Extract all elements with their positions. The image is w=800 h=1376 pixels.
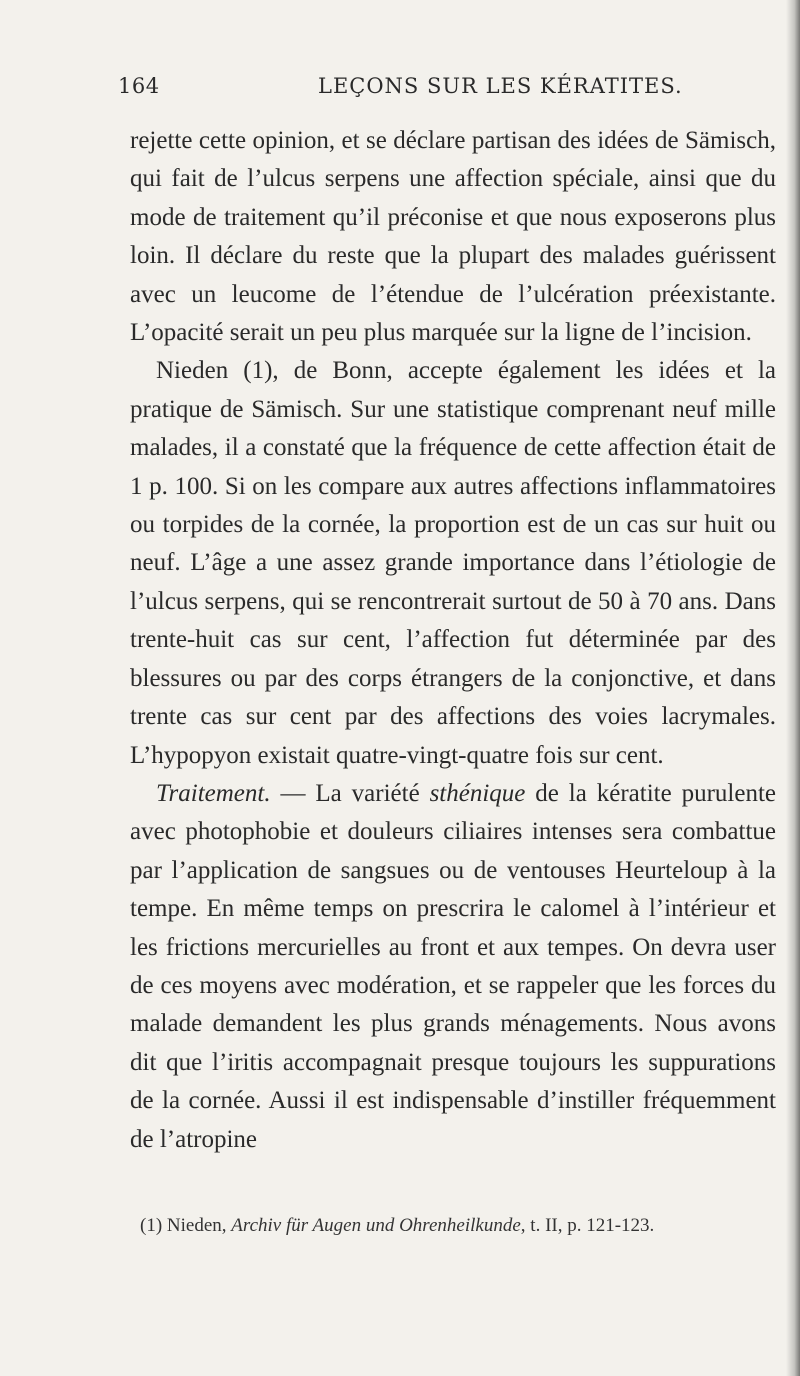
traitement-heading: Traitement. — [156, 779, 271, 807]
paragraph-traitement — [130, 775, 776, 1159]
traitement-text-before: — La variété — [270, 779, 430, 807]
body-text — [130, 122, 776, 1159]
traitement-term: sthénique — [429, 779, 526, 807]
paragraph-nieden: Nieden (1), de Bonn, accepte également les idées et la pratique de Sämisch. Sur une statistique comprenant neuf mille malades, il a constaté que la fréquence de cette affection était de 1 p. 100. Si on les compare aux autres affections inflammatoires ou torpides de la cornée, la proportion est de un cas sur huit ou neuf. L’âge a une assez grande importance dans l’étiologie de l’ulcus serpens, qui se rencontrerait surtout de 50 à 70 ans. Dans trente-huit cas sur cent, l’affection fut déterminée par des blessures ou par des corps étrangers de la conjonctive, et dans trente cas sur cent par des affections des voies lacrymales. L’hypopyon existait quatre-vingt-quatre fois sur cent. — [130, 357, 776, 769]
footnote-details: , t. II, p. 121-123. — [520, 1215, 655, 1236]
traitement-text-after: de la kératite purulente avec photophobie et douleurs ciliaires intenses sera combattue par l’application de sangsues ou de ventouses Heurteloup à la tempe. En même temps on prescrira le calomel à l’intérieur et les frictions mercurielles au front et aux tempes. On devra user de ces moyens avec modération, et se rappeler que les forces du malade demandent les plus grands ménagements. Nous avons dit que l’iritis accompagnait presque toujours les suppurations de la cornée. Aussi il est indispensable d’instiller fréquemment de l’atropine — [130, 779, 777, 1153]
paragraph-continuation: rejette cette opinion, et se déclare partisan des idées de Sämisch, qui fait de l’ulcus serpens une affection spéciale, ainsi que du mode de traitement qu’il préconise et que nous exposerons plus loin. Il déclare du reste que la plupart des malades guérissent avec un leucome de l’étendue de l’ulcération préexistante. L’opacité serait un peu plus marquée sur la ligne de l’incision. — [130, 127, 776, 347]
page-number: 164 — [118, 74, 160, 98]
page-edge-shadow — [786, 0, 800, 1376]
page-header — [118, 74, 758, 104]
running-title: LEÇONS SUR LES KÉRATITES. — [318, 74, 683, 98]
footnote — [140, 1214, 780, 1238]
footnote-marker: (1) Nieden, — [140, 1215, 232, 1236]
footnote-source: Archiv für Augen und Ohrenheilkunde — [231, 1215, 521, 1236]
